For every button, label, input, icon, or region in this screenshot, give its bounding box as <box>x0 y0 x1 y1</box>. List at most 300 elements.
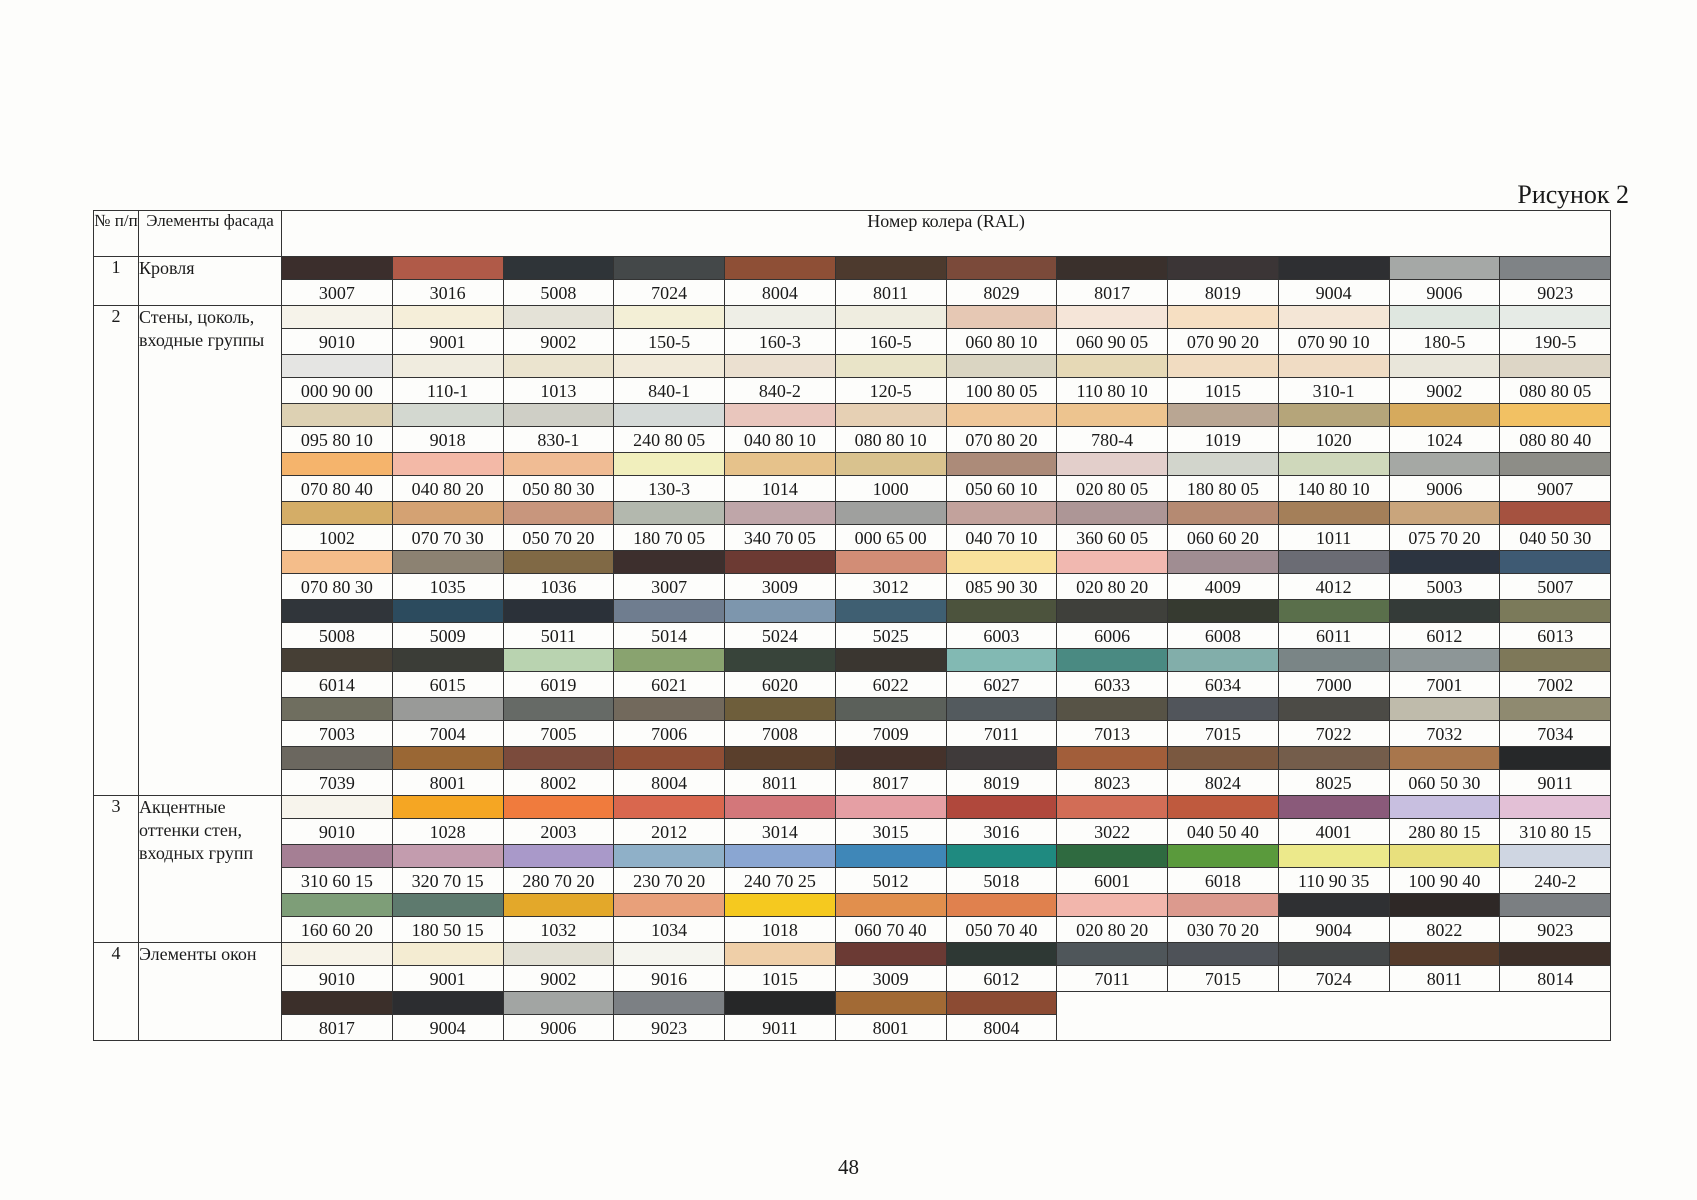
ral-code: 8001 <box>392 770 503 796</box>
ral-code: 040 50 30 <box>1500 525 1611 551</box>
ral-code: 7024 <box>614 280 725 306</box>
ral-code: 6014 <box>282 672 393 698</box>
color-swatch <box>1168 257 1279 280</box>
ral-code: 8011 <box>725 770 836 796</box>
ral-code: 9006 <box>1389 476 1500 502</box>
color-swatch <box>725 943 836 966</box>
color-swatch <box>282 845 393 868</box>
code-row <box>94 672 1611 698</box>
ral-code: 070 70 30 <box>392 525 503 551</box>
color-swatch <box>503 551 614 574</box>
color-swatch <box>1389 845 1500 868</box>
ral-code: 8025 <box>1278 770 1389 796</box>
color-swatch <box>614 796 725 819</box>
ral-code: 9004 <box>392 1015 503 1041</box>
color-swatch <box>1057 257 1168 280</box>
ral-code: 095 80 10 <box>282 427 393 453</box>
color-swatch <box>1389 257 1500 280</box>
ral-code: 6015 <box>392 672 503 698</box>
color-swatch <box>392 796 503 819</box>
color-swatch <box>503 894 614 917</box>
color-swatch <box>835 747 946 770</box>
code-row <box>94 721 1611 747</box>
color-swatch <box>725 404 836 427</box>
color-swatch <box>392 551 503 574</box>
ral-code: 840-2 <box>725 378 836 404</box>
ral-code: 6033 <box>1057 672 1168 698</box>
color-swatch <box>835 404 946 427</box>
ral-code: 3022 <box>1057 819 1168 845</box>
color-swatch <box>946 649 1057 672</box>
section-number: 4 <box>94 943 139 1041</box>
ral-code: 9023 <box>614 1015 725 1041</box>
ral-code: 8011 <box>1389 966 1500 992</box>
ral-code: 8014 <box>1500 966 1611 992</box>
ral-code: 160-3 <box>725 329 836 355</box>
ral-code: 7004 <box>392 721 503 747</box>
color-swatch <box>282 796 393 819</box>
code-row <box>94 329 1611 355</box>
ral-code: 1014 <box>725 476 836 502</box>
color-swatch <box>1389 943 1500 966</box>
color-swatch <box>1500 698 1611 721</box>
ral-code: 1000 <box>835 476 946 502</box>
color-swatch <box>392 943 503 966</box>
ral-code: 070 90 20 <box>1168 329 1279 355</box>
color-swatch <box>392 257 503 280</box>
color-swatch <box>1057 306 1168 329</box>
facade-element-label: Стены, цоколь, входные группы <box>139 306 282 796</box>
ral-code: 1020 <box>1278 427 1389 453</box>
ral-code: 5025 <box>835 623 946 649</box>
ral-code: 8017 <box>282 1015 393 1041</box>
swatch-row <box>94 257 1611 280</box>
color-swatch <box>1168 845 1279 868</box>
color-swatch <box>614 355 725 378</box>
ral-code: 060 90 05 <box>1057 329 1168 355</box>
ral-code: 7000 <box>1278 672 1389 698</box>
ral-code: 8004 <box>614 770 725 796</box>
ral-code: 080 80 05 <box>1500 378 1611 404</box>
color-swatch <box>725 355 836 378</box>
color-swatch <box>1057 698 1168 721</box>
ral-code: 240 70 25 <box>725 868 836 894</box>
ral-code: 3014 <box>725 819 836 845</box>
ral-code: 360 60 05 <box>1057 525 1168 551</box>
facade-element-label: Кровля <box>139 257 282 306</box>
ral-code: 7011 <box>946 721 1057 747</box>
color-swatch <box>946 943 1057 966</box>
color-swatch <box>946 992 1057 1015</box>
color-swatch <box>392 747 503 770</box>
color-swatch <box>1278 355 1389 378</box>
color-swatch <box>1500 747 1611 770</box>
color-swatch <box>503 649 614 672</box>
ral-code: 9007 <box>1500 476 1611 502</box>
color-swatch <box>835 306 946 329</box>
ral-code: 2003 <box>503 819 614 845</box>
color-swatch <box>1500 551 1611 574</box>
ral-code: 000 65 00 <box>835 525 946 551</box>
ral-code: 8011 <box>835 280 946 306</box>
swatch-row <box>94 992 1611 1015</box>
ral-code: 070 80 20 <box>946 427 1057 453</box>
color-swatch <box>1500 257 1611 280</box>
ral-code: 9002 <box>503 966 614 992</box>
ral-code: 7001 <box>1389 672 1500 698</box>
ral-code: 160 60 20 <box>282 917 393 943</box>
ral-code: 4009 <box>1168 574 1279 600</box>
color-swatch <box>282 943 393 966</box>
color-swatch <box>282 747 393 770</box>
ral-code: 075 70 20 <box>1389 525 1500 551</box>
ral-code: 8024 <box>1168 770 1279 796</box>
ral-code: 020 80 20 <box>1057 917 1168 943</box>
ral-code: 070 90 10 <box>1278 329 1389 355</box>
ral-code: 3016 <box>392 280 503 306</box>
color-swatch <box>1168 698 1279 721</box>
ral-code: 7011 <box>1057 966 1168 992</box>
ral-code: 7006 <box>614 721 725 747</box>
color-swatch <box>946 502 1057 525</box>
color-swatch <box>1168 894 1279 917</box>
ral-code: 5007 <box>1500 574 1611 600</box>
color-swatch <box>614 306 725 329</box>
swatch-row <box>94 355 1611 378</box>
color-swatch <box>1057 845 1168 868</box>
color-swatch <box>503 502 614 525</box>
color-swatch <box>946 551 1057 574</box>
ral-code: 7002 <box>1500 672 1611 698</box>
color-swatch <box>1500 845 1611 868</box>
ral-code: 2012 <box>614 819 725 845</box>
ral-code: 8017 <box>1057 280 1168 306</box>
ral-code: 8004 <box>725 280 836 306</box>
ral-code: 7032 <box>1389 721 1500 747</box>
color-swatch <box>1278 943 1389 966</box>
color-swatch <box>835 257 946 280</box>
ral-code: 8029 <box>946 280 1057 306</box>
ral-code: 280 70 20 <box>503 868 614 894</box>
swatch-row <box>94 404 1611 427</box>
swatch-row <box>94 502 1611 525</box>
color-swatch <box>503 747 614 770</box>
ral-code: 9002 <box>1389 378 1500 404</box>
color-swatch <box>1168 404 1279 427</box>
ral-code: 310 60 15 <box>282 868 393 894</box>
color-swatch <box>392 453 503 476</box>
color-swatch <box>835 355 946 378</box>
color-swatch <box>946 453 1057 476</box>
color-swatch <box>1500 894 1611 917</box>
color-swatch <box>1389 453 1500 476</box>
color-swatch <box>1057 502 1168 525</box>
empty-cell <box>1057 992 1611 1041</box>
ral-code: 060 70 40 <box>835 917 946 943</box>
ral-code: 9023 <box>1500 280 1611 306</box>
color-swatch <box>1500 404 1611 427</box>
color-swatch <box>946 600 1057 623</box>
swatch-row <box>94 453 1611 476</box>
table-header-row <box>94 211 1611 257</box>
swatch-row <box>94 649 1611 672</box>
ral-code: 5011 <box>503 623 614 649</box>
ral-code: 7015 <box>1168 966 1279 992</box>
color-swatch <box>1278 404 1389 427</box>
ral-code: 320 70 15 <box>392 868 503 894</box>
color-swatch <box>614 600 725 623</box>
color-swatch <box>1278 698 1389 721</box>
color-swatch <box>1389 747 1500 770</box>
color-swatch <box>282 502 393 525</box>
color-swatch <box>392 992 503 1015</box>
ral-code: 120-5 <box>835 378 946 404</box>
ral-code: 9023 <box>1500 917 1611 943</box>
ral-code: 9006 <box>503 1015 614 1041</box>
swatch-row <box>94 698 1611 721</box>
color-swatch <box>614 649 725 672</box>
color-swatch <box>1500 943 1611 966</box>
section-number: 3 <box>94 796 139 943</box>
ral-code: 080 80 40 <box>1500 427 1611 453</box>
color-swatch <box>282 404 393 427</box>
ral-code: 840-1 <box>614 378 725 404</box>
ral-code: 3015 <box>835 819 946 845</box>
ral-code: 9011 <box>725 1015 836 1041</box>
color-swatch <box>946 306 1057 329</box>
color-swatch <box>725 600 836 623</box>
ral-code: 000 90 00 <box>282 378 393 404</box>
code-row <box>94 280 1611 306</box>
color-swatch <box>1278 502 1389 525</box>
color-swatch <box>1057 796 1168 819</box>
color-swatch <box>1057 894 1168 917</box>
ral-code: 9010 <box>282 819 393 845</box>
color-swatch <box>614 551 725 574</box>
color-swatch <box>503 404 614 427</box>
color-swatch <box>503 698 614 721</box>
color-swatch <box>835 600 946 623</box>
color-swatch <box>392 306 503 329</box>
ral-code: 040 80 20 <box>392 476 503 502</box>
ral-code: 050 80 30 <box>503 476 614 502</box>
ral-code: 9010 <box>282 329 393 355</box>
ral-code: 9016 <box>614 966 725 992</box>
code-row <box>94 623 1611 649</box>
color-swatch <box>503 257 614 280</box>
ral-code: 1035 <box>392 574 503 600</box>
ral-code: 9004 <box>1278 917 1389 943</box>
color-swatch <box>503 943 614 966</box>
ral-code: 9002 <box>503 329 614 355</box>
color-swatch <box>1057 649 1168 672</box>
color-swatch <box>1278 306 1389 329</box>
code-row <box>94 917 1611 943</box>
figure-caption: Рисунок 2 <box>1517 180 1629 209</box>
color-swatch <box>503 796 614 819</box>
color-swatch <box>1057 943 1168 966</box>
ral-code: 110 90 35 <box>1278 868 1389 894</box>
ral-code: 9018 <box>392 427 503 453</box>
color-swatch <box>725 649 836 672</box>
ral-code: 3012 <box>835 574 946 600</box>
color-swatch <box>392 355 503 378</box>
color-swatch <box>835 894 946 917</box>
ral-code: 180 50 15 <box>392 917 503 943</box>
color-swatch <box>1389 404 1500 427</box>
ral-code: 6001 <box>1057 868 1168 894</box>
color-swatch <box>1389 698 1500 721</box>
color-swatch <box>946 796 1057 819</box>
color-swatch <box>1168 355 1279 378</box>
color-swatch <box>835 551 946 574</box>
color-swatch <box>1278 894 1389 917</box>
facade-element-label: Элементы окон <box>139 943 282 1041</box>
color-swatch <box>614 943 725 966</box>
ral-code: 5008 <box>503 280 614 306</box>
color-swatch <box>282 649 393 672</box>
color-swatch <box>392 698 503 721</box>
color-swatch <box>1500 796 1611 819</box>
ral-code: 1002 <box>282 525 393 551</box>
color-swatch <box>725 747 836 770</box>
ral-code: 110 80 10 <box>1057 378 1168 404</box>
color-swatch <box>725 551 836 574</box>
ral-code: 7005 <box>503 721 614 747</box>
color-swatch <box>392 502 503 525</box>
ral-code: 340 70 05 <box>725 525 836 551</box>
ral-code: 9001 <box>392 329 503 355</box>
ral-code: 180-5 <box>1389 329 1500 355</box>
ral-code: 140 80 10 <box>1278 476 1389 502</box>
color-swatch <box>392 649 503 672</box>
swatch-row <box>94 600 1611 623</box>
color-swatch <box>614 747 725 770</box>
color-swatch <box>725 502 836 525</box>
color-swatch <box>282 551 393 574</box>
ral-code: 6012 <box>1389 623 1500 649</box>
facade-element-label: Акцентные оттенки стен, входных групп <box>139 796 282 943</box>
ral-code: 280 80 15 <box>1389 819 1500 845</box>
ral-code: 6022 <box>835 672 946 698</box>
color-swatch <box>1389 502 1500 525</box>
color-swatch <box>1168 502 1279 525</box>
ral-code: 240 80 05 <box>614 427 725 453</box>
ral-code: 7008 <box>725 721 836 747</box>
color-swatch <box>725 453 836 476</box>
ral-code: 085 90 30 <box>946 574 1057 600</box>
ral-code: 1015 <box>725 966 836 992</box>
color-swatch <box>503 845 614 868</box>
ral-code: 7015 <box>1168 721 1279 747</box>
color-swatch <box>1168 600 1279 623</box>
color-swatch <box>946 404 1057 427</box>
color-swatch <box>946 845 1057 868</box>
code-row <box>94 525 1611 551</box>
color-swatch <box>1278 551 1389 574</box>
color-swatch <box>1500 649 1611 672</box>
color-swatch <box>725 845 836 868</box>
color-swatch <box>946 698 1057 721</box>
color-swatch <box>503 306 614 329</box>
ral-code: 3016 <box>946 819 1057 845</box>
ral-code: 150-5 <box>614 329 725 355</box>
section-number: 1 <box>94 257 139 306</box>
color-swatch <box>835 698 946 721</box>
color-swatch <box>1168 306 1279 329</box>
color-swatch <box>725 306 836 329</box>
ral-code: 050 60 10 <box>946 476 1057 502</box>
ral-code: 6034 <box>1168 672 1279 698</box>
color-swatch <box>835 453 946 476</box>
ral-code: 1028 <box>392 819 503 845</box>
color-swatch <box>614 502 725 525</box>
color-swatch <box>1278 257 1389 280</box>
header-number-col: № п/п <box>94 211 139 257</box>
color-swatch <box>1389 649 1500 672</box>
ral-code: 9001 <box>392 966 503 992</box>
ral-code: 4001 <box>1278 819 1389 845</box>
ral-code: 1024 <box>1389 427 1500 453</box>
ral-code: 160-5 <box>835 329 946 355</box>
ral-code: 110-1 <box>392 378 503 404</box>
ral-code: 230 70 20 <box>614 868 725 894</box>
color-swatch <box>1389 796 1500 819</box>
color-swatch <box>946 355 1057 378</box>
color-swatch <box>614 404 725 427</box>
ral-code: 5018 <box>946 868 1057 894</box>
code-row <box>94 819 1611 845</box>
ral-code: 8017 <box>835 770 946 796</box>
ral-code: 7003 <box>282 721 393 747</box>
color-swatch <box>503 355 614 378</box>
ral-code: 6006 <box>1057 623 1168 649</box>
color-swatch <box>1500 600 1611 623</box>
color-swatch <box>1168 551 1279 574</box>
swatch-row <box>94 306 1611 329</box>
color-swatch <box>835 992 946 1015</box>
ral-code: 190-5 <box>1500 329 1611 355</box>
color-swatch <box>1278 796 1389 819</box>
color-swatch <box>1278 845 1389 868</box>
header-element-col: Элементы фасада <box>139 211 282 257</box>
ral-code: 040 80 10 <box>725 427 836 453</box>
ral-code: 050 70 20 <box>503 525 614 551</box>
color-swatch <box>503 600 614 623</box>
ral-code: 180 70 05 <box>614 525 725 551</box>
color-swatch <box>1278 747 1389 770</box>
ral-code: 7013 <box>1057 721 1168 747</box>
ral-code: 6020 <box>725 672 836 698</box>
ral-code: 7024 <box>1278 966 1389 992</box>
color-swatch <box>1057 453 1168 476</box>
ral-code: 070 80 40 <box>282 476 393 502</box>
ral-code: 3009 <box>835 966 946 992</box>
code-row <box>94 868 1611 894</box>
color-swatch <box>392 894 503 917</box>
color-swatch <box>282 894 393 917</box>
color-swatch <box>1168 943 1279 966</box>
color-swatch <box>503 992 614 1015</box>
color-swatch <box>503 453 614 476</box>
ral-code: 7022 <box>1278 721 1389 747</box>
color-swatch <box>614 992 725 1015</box>
color-swatch <box>835 845 946 868</box>
ral-code: 060 50 30 <box>1389 770 1500 796</box>
color-swatch <box>614 698 725 721</box>
ral-code: 040 50 40 <box>1168 819 1279 845</box>
color-swatch <box>835 649 946 672</box>
